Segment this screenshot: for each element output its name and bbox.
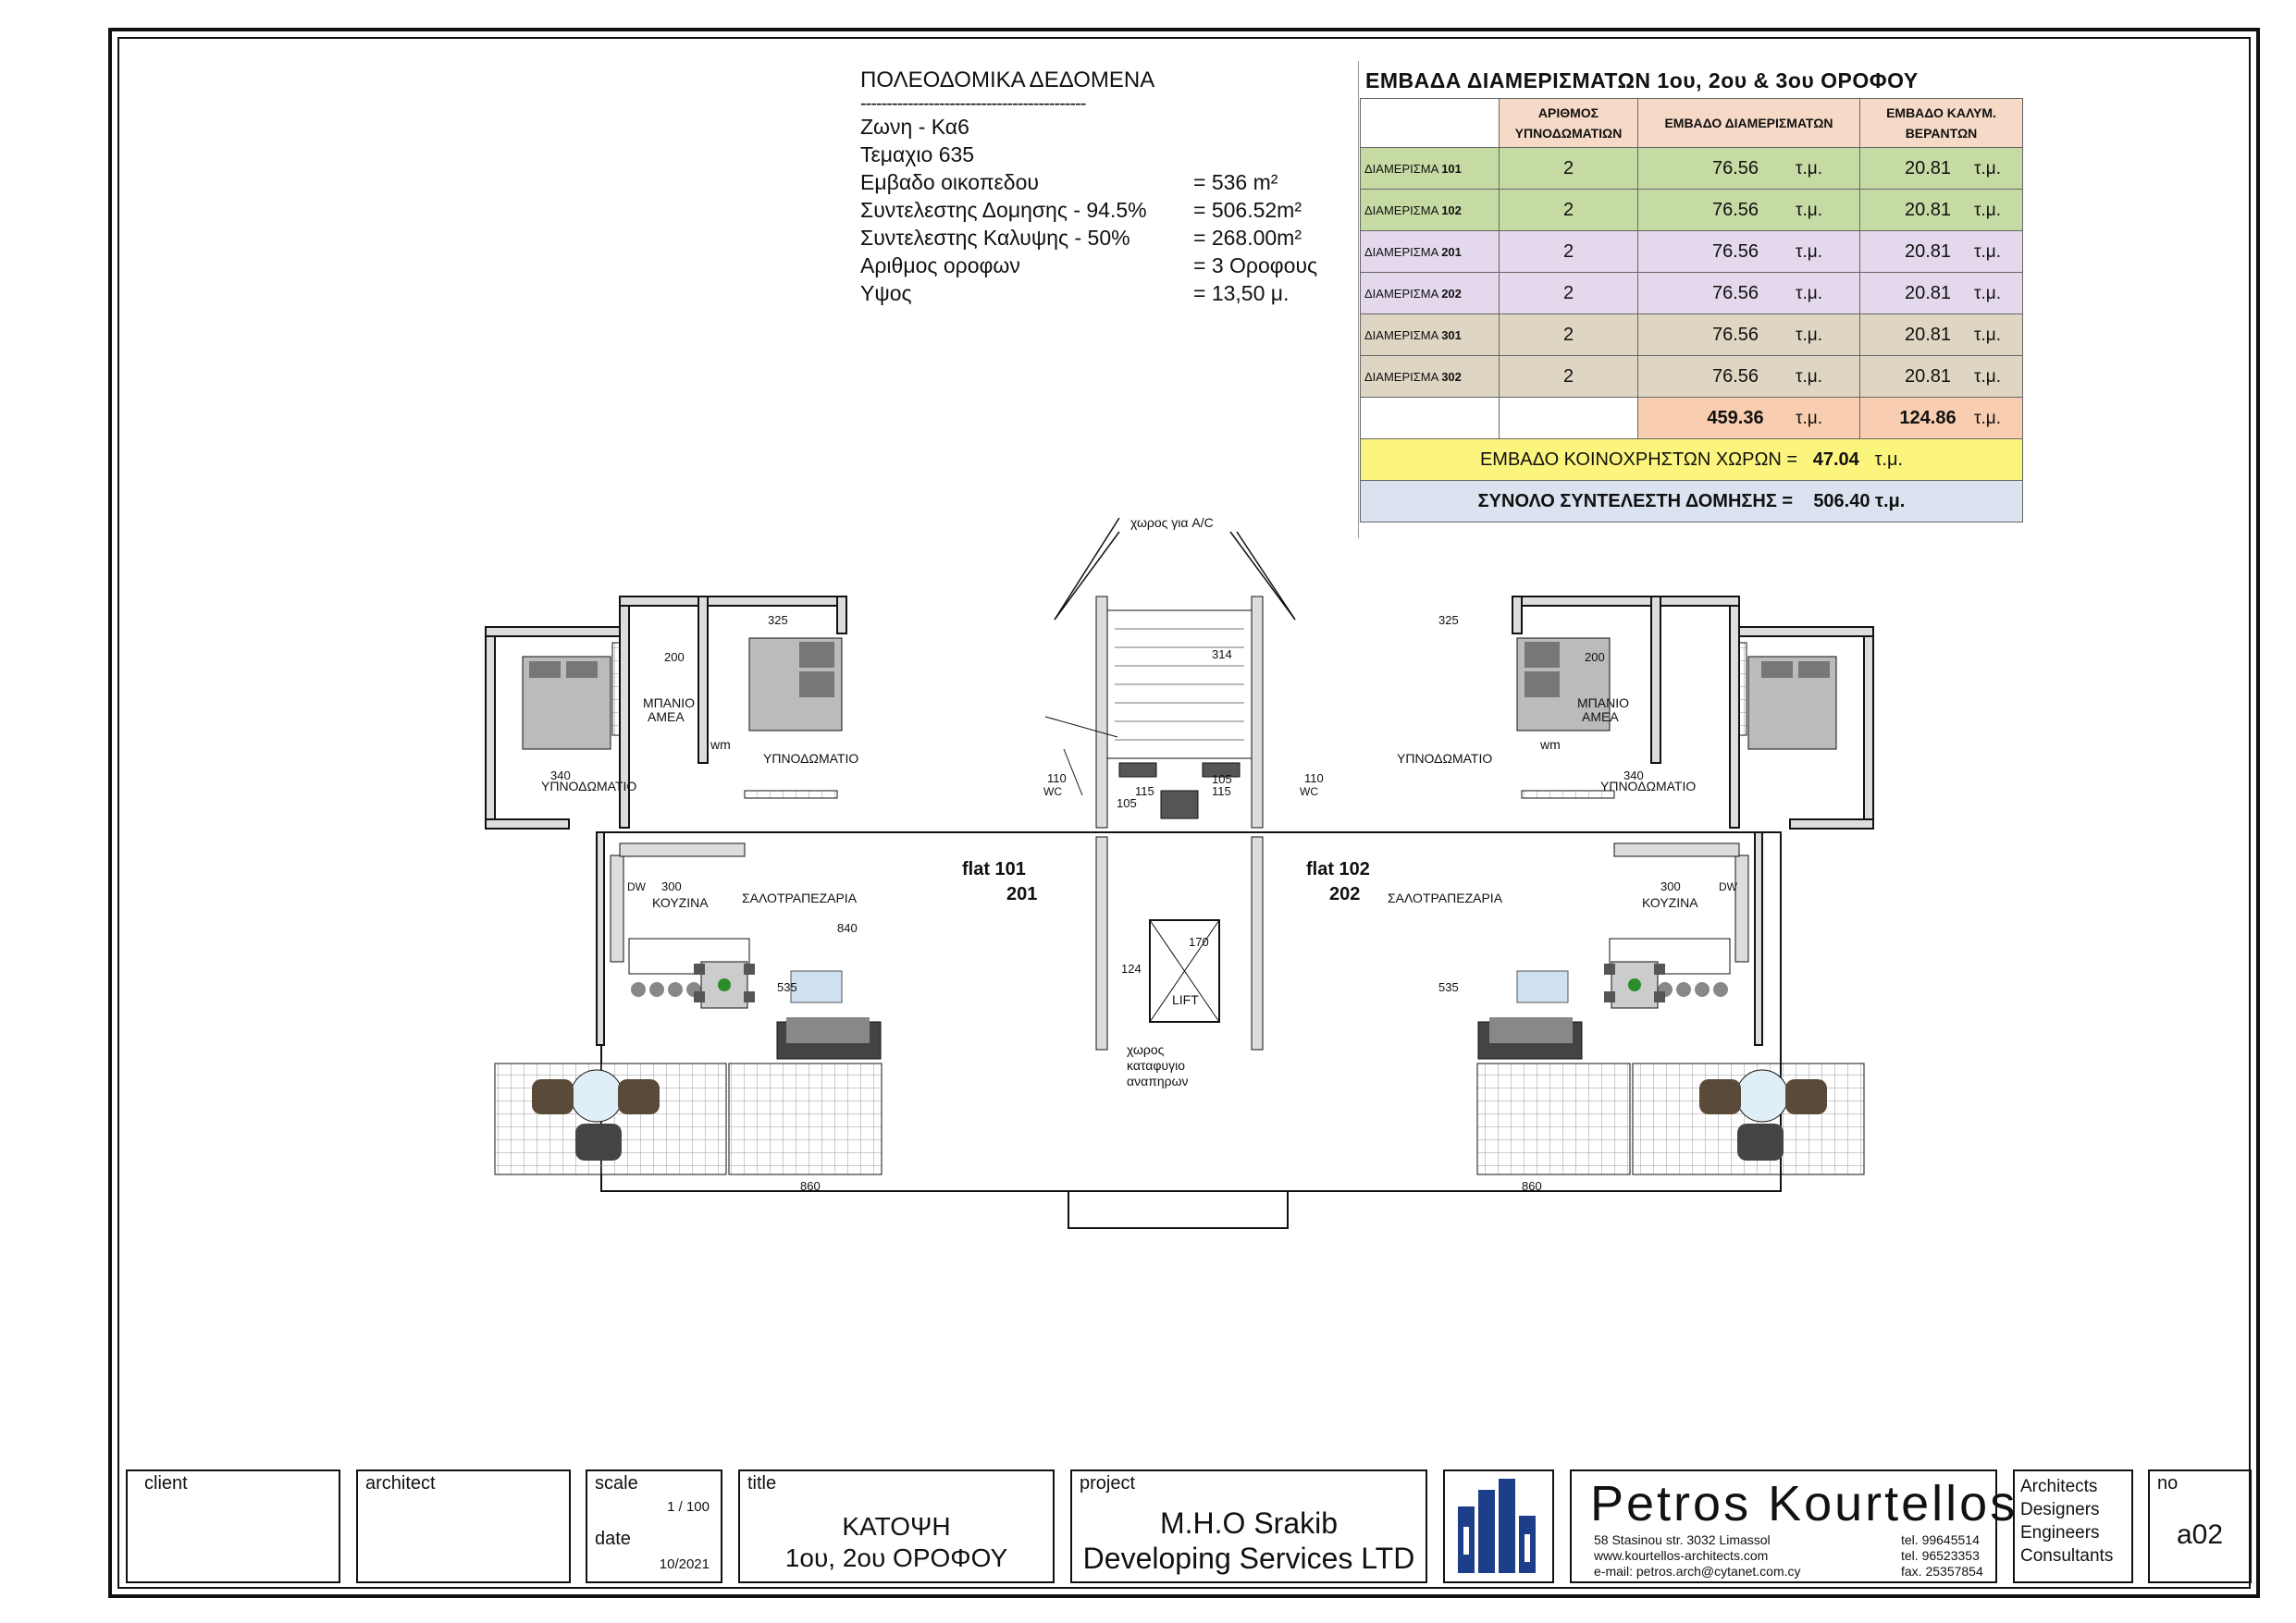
planning-plot: Τεμαχιο 635 (860, 142, 975, 166)
dim-label: 340 (1623, 768, 1644, 782)
wm-label: wm (710, 737, 731, 752)
apartment-row: ΔΙΑΜΕΡΙΣΜΑ 202 2 76.56 τ.μ. 20.81 τ.μ. (1361, 273, 2023, 314)
total-verandas: 124.86 (1899, 407, 1957, 428)
discipline-label: Consultants (2020, 1546, 2114, 1566)
wm-label: wm (1540, 737, 1561, 752)
title-box: title ΚΑΤΟΨΗ 1ου, 2ου ΟΡΟΦΟΥ (738, 1469, 1055, 1583)
planning-row: Υψος = 13,50 μ. (860, 281, 1290, 305)
dim-label: 535 (1438, 980, 1459, 994)
total-area: 459.36 (1707, 407, 1764, 428)
common-label: ΕΜΒΑΔΟ ΚΟΙΝΟΧΡΗΣΤΩΝ ΧΩΡΩΝ = (1479, 449, 1798, 470)
common-value: 47.04 (1812, 449, 1859, 470)
dim-label: 170 (1189, 935, 1209, 949)
drawing-title: ΚΑΤΟΨΗ (842, 1512, 951, 1541)
company-logo (1445, 1471, 1552, 1581)
dim-label: 300 (1660, 879, 1681, 893)
entrance-step (1068, 1191, 1288, 1228)
room-label-kitchen: ΚΟΥΖΙΝΑ (652, 895, 709, 910)
brand-box (1570, 1469, 2018, 1583)
total-coefficient-row (1361, 481, 2023, 523)
room-label-bath: ΑΜΕΑ (1582, 709, 1619, 724)
shelter-label: χωρος (1127, 1042, 1165, 1057)
room-label-bedroom: ΥΠΝΟΔΩΜΑΤΙΟ (1397, 751, 1493, 766)
dw-label: DW (627, 880, 646, 893)
project-name: M.H.O Srakib (1159, 1506, 1339, 1540)
planning-row: Συντελεστης Καλυψης - 50% = 268.00m² (860, 226, 1302, 250)
planning-row: Αριθμος οροφων = 3 Οροφους (860, 253, 1318, 277)
apartment-row: ΔΙΑΜΕΡΙΣΜΑ 101 2 76.56 τ.μ. 20.81 τ.μ. (1361, 148, 2023, 190)
room-label-bedroom: ΥΠΝΟΔΩΜΑΤΙΟ (1600, 779, 1697, 793)
dim-label: 200 (1585, 650, 1605, 664)
apartment-row: ΔΙΑΜΕΡΙΣΜΑ 102 2 76.56 τ.μ. 20.81 τ.μ. (1361, 190, 2023, 231)
project-box: project M.H.O Srakib Developing Services LTD (1070, 1469, 1427, 1583)
ac-label: χωρος για A/C (1130, 518, 1214, 530)
client-box: client (126, 1469, 340, 1583)
dim-label: 300 (661, 879, 682, 893)
dim-label: 840 (837, 921, 858, 935)
dim-label: 200 (664, 650, 685, 664)
discipline-label: Engineers (2020, 1523, 2100, 1543)
lift-label: LIFT (1172, 992, 1199, 1007)
apartment-row: ΔΙΑΜΕΡΙΣΜΑ 301 2 76.56 τ.μ. 20.81 τ.μ. (1361, 314, 2023, 356)
dim-label: 314 (1212, 647, 1232, 661)
flat-label: 202 (1329, 884, 1361, 904)
brand-name: Petros Kourtellos (1590, 1476, 2018, 1531)
flat-label: 201 (1006, 884, 1038, 904)
table-left-border (1358, 61, 1359, 538)
dim-label: 115 (1135, 784, 1154, 798)
room-label-bath: ΜΠΑΝΙΟ (1577, 695, 1629, 710)
room-label-bath: ΑΜΕΑ (648, 709, 685, 724)
sheet-number: a02 (2176, 1519, 2224, 1550)
logo-box (1443, 1469, 1554, 1583)
scale-value: 1 / 100 (667, 1499, 710, 1515)
project-company: Developing Services LTD (1082, 1542, 1415, 1575)
discipline-label: Designers (2020, 1500, 2100, 1519)
planning-data (860, 67, 1341, 307)
planning-row: Εμβαδο οικοπεδου = 536 m² (860, 170, 1278, 194)
planning-title: ΠΟΛΕΟΔΟΜΙΚΑ ΔΕΔΟΜΕΝΑ (860, 68, 1155, 92)
left-flat (486, 596, 882, 1174)
room-label-bedroom: ΥΠΝΟΔΩΜΑΤΙΟ (763, 751, 859, 766)
header-area: ΕΜΒΑΔΟ ΔΙΑΜΕΡΙΣΜΑΤΩΝ (1638, 99, 1860, 148)
dim-label: 340 (550, 768, 571, 782)
address: 58 Stasinou str. 3032 Limassol www.kourtellos-architects.com e-mail: petros.arch@cytanet.com.cy (1594, 1532, 1801, 1579)
shelter-label: αναπηρων (1127, 1074, 1189, 1088)
room-label-bath: ΜΠΑΝΙΟ (643, 695, 695, 710)
dim-label: 105 (1117, 796, 1137, 810)
synolo-value: 506.40 τ.μ. (1813, 490, 1906, 511)
architect-box: architect (356, 1469, 571, 1583)
wc-label: WC (1043, 785, 1062, 798)
dim-label: 124 (1121, 962, 1142, 976)
dw-label: DW (1719, 880, 1737, 893)
room-label-kitchen: ΚΟΥΖΙΝΑ (1642, 895, 1698, 910)
totals-row: 459.36 τ.μ. 124.86 τ.μ. (1361, 398, 2023, 439)
dim-label: 860 (1522, 1179, 1542, 1193)
scale-box: scale 1 / 100 date 10/2021 (586, 1469, 722, 1583)
synolo-label: ΣΥΝΟΛΟ ΣΥΝΤΕΛΕΣΤΗ ΔΟΜΗΣΗΣ = (1477, 490, 1794, 511)
planning-zone: Ζωνη - Κα6 (860, 115, 969, 139)
discipline-label: Architects (2020, 1477, 2098, 1496)
dim-label: 105 (1212, 772, 1232, 786)
disciplines-box (2013, 1469, 2133, 1583)
areas-title: ΕΜΒΑΔΑ ΔΙΑΜΕΡΙΣΜΑΤΩΝ 1ου, 2ου & 3ου ΟΡΟΦΟΥ (1365, 68, 1919, 92)
dim-label: 110 (1304, 771, 1324, 785)
common-area-row: ΕΜΒΑΔΟ ΚΟΙΝΟΧΡΗΣΤΩΝ ΧΩΡΩΝ = 47.04 τ.μ. (1361, 439, 2023, 481)
table-header (1361, 99, 2023, 148)
room-label-living: ΣΑΛΟΤΡΑΠΕΖΑΡΙΑ (1388, 891, 1503, 905)
date-value: 10/2021 (659, 1556, 710, 1572)
header-verandas: ΕΜΒΑΔΟ ΚΑΛΥΜ. ΒΕΡΑΝΤΩΝ (1860, 99, 2023, 148)
phones: tel. 99645514 tel. 96523353 fax. 25357854 (1901, 1532, 1983, 1579)
sheet-number-box: no a02 (2148, 1469, 2252, 1583)
dim-label: 325 (768, 613, 788, 627)
dim-label: 110 (1047, 771, 1067, 785)
room-label-living: ΣΑΛΟΤΡΑΠΕΖΑΡΙΑ (742, 891, 858, 905)
apartment-row: ΔΙΑΜΕΡΙΣΜΑ 302 2 76.56 τ.μ. 20.81 τ.μ. (1361, 356, 2023, 398)
dim-label: 115 (1212, 784, 1231, 798)
areas-table (1360, 98, 2023, 523)
room-label-bedroom: ΥΠΝΟΔΩΜΑΤΙΟ (541, 779, 637, 793)
dim-label: 860 (800, 1179, 821, 1193)
floor-plan (472, 518, 1887, 1248)
planning-separator: ------------------------------------------- (860, 94, 1086, 113)
shelter-label: καταφυγιο (1127, 1058, 1185, 1073)
wc-label: WC (1300, 785, 1318, 798)
areas-table-block (1358, 61, 2024, 538)
dim-label: 535 (777, 980, 797, 994)
apartment-row: ΔΙΑΜΕΡΙΣΜΑ 201 2 76.56 τ.μ. 20.81 τ.μ. (1361, 231, 2023, 273)
drawing-subtitle: 1ου, 2ου ΟΡΟΦΟΥ (784, 1543, 1008, 1572)
planning-row: Συντελεστης Δομησης - 94.5% = 506.52m² (860, 198, 1302, 222)
flat-label: flat 101 (962, 859, 1026, 879)
header-bedrooms: ΑΡΙΘΜΟΣ ΥΠΝΟΔΩΜΑΤΙΩΝ (1500, 99, 1638, 148)
core (1045, 596, 1263, 1050)
flat-label: flat 102 (1306, 859, 1370, 879)
dim-label: 325 (1438, 613, 1459, 627)
